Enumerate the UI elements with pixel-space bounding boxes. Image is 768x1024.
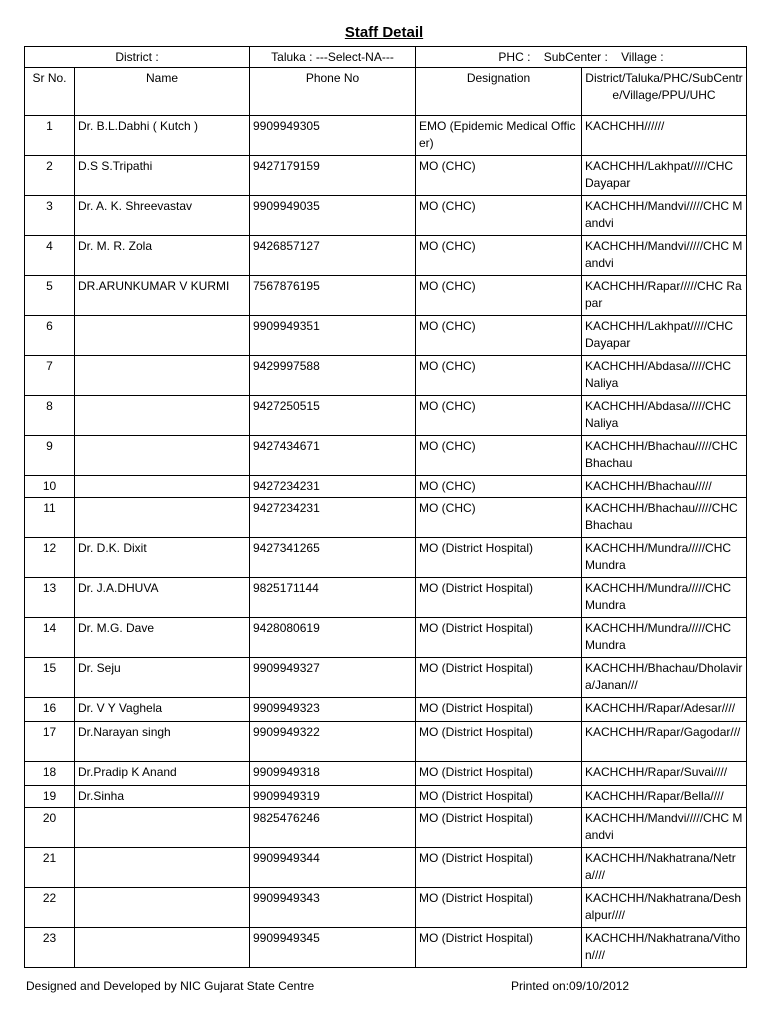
cell-phone: 9909949322 xyxy=(250,722,416,762)
cell-location: KACHCHH/Rapar/Gagodar/// xyxy=(582,722,747,762)
cell-sr: 2 xyxy=(25,156,75,196)
cell-sr: 7 xyxy=(25,356,75,396)
cell-name xyxy=(75,356,250,396)
cell-phone: 9909949351 xyxy=(250,316,416,356)
cell-sr: 13 xyxy=(25,578,75,618)
table-row xyxy=(25,156,747,196)
cell-name: Dr. M. R. Zola xyxy=(75,236,250,276)
cell-name: Dr.Pradip K Anand xyxy=(75,762,250,786)
cell-phone: 9909949305 xyxy=(250,116,416,156)
cell-phone: 9825171144 xyxy=(250,578,416,618)
col-header-location: District/Taluka/PHC/SubCentre/Village/PPU/UHC xyxy=(582,68,747,116)
cell-name xyxy=(75,476,250,498)
table-row xyxy=(25,116,747,156)
cell-designation: MO (CHC) xyxy=(416,476,582,498)
cell-designation: MO (CHC) xyxy=(416,316,582,356)
cell-location: KACHCHH/Nakhatrana/Vithon//// xyxy=(582,928,747,968)
cell-location: KACHCHH/Bhachau/Dholavira/Janan/// xyxy=(582,658,747,698)
table-row xyxy=(25,396,747,436)
table-row xyxy=(25,786,747,808)
cell-designation: MO (District Hospital) xyxy=(416,786,582,808)
cell-phone: 9427250515 xyxy=(250,396,416,436)
cell-name xyxy=(75,396,250,436)
cell-designation: MO (District Hospital) xyxy=(416,578,582,618)
cell-location: KACHCHH/Bhachau///// xyxy=(582,476,747,498)
cell-designation: MO (District Hospital) xyxy=(416,888,582,928)
cell-phone: 9427234231 xyxy=(250,498,416,538)
table-row xyxy=(25,436,747,476)
cell-name xyxy=(75,498,250,538)
cell-designation: MO (District Hospital) xyxy=(416,658,582,698)
cell-location: KACHCHH/Rapar/Bella//// xyxy=(582,786,747,808)
table-row xyxy=(25,578,747,618)
cell-name: Dr. Seju xyxy=(75,658,250,698)
cell-location: KACHCHH/Bhachau/////CHC Bhachau xyxy=(582,498,747,538)
cell-sr: 23 xyxy=(25,928,75,968)
cell-designation: MO (CHC) xyxy=(416,436,582,476)
cell-sr: 11 xyxy=(25,498,75,538)
cell-name: Dr. J.A.DHUVA xyxy=(75,578,250,618)
cell-phone: 9427234231 xyxy=(250,476,416,498)
cell-location: KACHCHH/Abdasa/////CHC Naliya xyxy=(582,396,747,436)
cell-location: KACHCHH/Rapar/////CHC Rapar xyxy=(582,276,747,316)
cell-location: KACHCHH/Bhachau/////CHC Bhachau xyxy=(582,436,747,476)
district-filter: District : xyxy=(25,47,250,68)
table-row xyxy=(25,196,747,236)
cell-phone: 9427179159 xyxy=(250,156,416,196)
cell-location: KACHCHH/Lakhpat/////CHC Dayapar xyxy=(582,316,747,356)
cell-designation: MO (District Hospital) xyxy=(416,848,582,888)
cell-phone: 7567876195 xyxy=(250,276,416,316)
table-row xyxy=(25,476,747,498)
cell-designation: MO (CHC) xyxy=(416,236,582,276)
cell-name: D.S S.Tripathi xyxy=(75,156,250,196)
cell-sr: 6 xyxy=(25,316,75,356)
cell-designation: MO (District Hospital) xyxy=(416,538,582,578)
cell-designation: MO (CHC) xyxy=(416,196,582,236)
cell-location: KACHCHH/Rapar/Adesar//// xyxy=(582,698,747,722)
cell-name xyxy=(75,848,250,888)
staff-table xyxy=(24,46,747,968)
table-row xyxy=(25,928,747,968)
cell-designation: MO (District Hospital) xyxy=(416,698,582,722)
col-header-name: Name xyxy=(75,68,250,116)
table-row xyxy=(25,316,747,356)
cell-location: KACHCHH/Rapar/Suvai//// xyxy=(582,762,747,786)
cell-sr: 3 xyxy=(25,196,75,236)
cell-name xyxy=(75,316,250,356)
cell-location: KACHCHH/Lakhpat/////CHC Dayapar xyxy=(582,156,747,196)
cell-sr: 20 xyxy=(25,808,75,848)
cell-designation: EMO (Epidemic Medical Officer) xyxy=(416,116,582,156)
phc-subcenter-village-filter: PHC : SubCenter : Village : xyxy=(416,47,747,68)
cell-phone: 9909949343 xyxy=(250,888,416,928)
table-row xyxy=(25,888,747,928)
cell-name xyxy=(75,888,250,928)
cell-designation: MO (CHC) xyxy=(416,156,582,196)
cell-name xyxy=(75,436,250,476)
cell-designation: MO (CHC) xyxy=(416,356,582,396)
cell-phone: 9429997588 xyxy=(250,356,416,396)
cell-sr: 9 xyxy=(25,436,75,476)
cell-phone: 9428080619 xyxy=(250,618,416,658)
cell-name: Dr. B.L.Dabhi ( Kutch ) xyxy=(75,116,250,156)
column-header-row xyxy=(25,68,747,116)
cell-phone: 9427434671 xyxy=(250,436,416,476)
cell-phone: 9909949319 xyxy=(250,786,416,808)
cell-name: Dr.Sinha xyxy=(75,786,250,808)
cell-sr: 10 xyxy=(25,476,75,498)
cell-location: KACHCHH/Mandvi/////CHC Mandvi xyxy=(582,808,747,848)
staff-rows xyxy=(25,116,747,968)
cell-designation: MO (CHC) xyxy=(416,396,582,436)
cell-name xyxy=(75,808,250,848)
cell-sr: 5 xyxy=(25,276,75,316)
table-row xyxy=(25,658,747,698)
cell-phone: 9909949035 xyxy=(250,196,416,236)
table-row xyxy=(25,698,747,722)
cell-phone: 9909949327 xyxy=(250,658,416,698)
cell-location: KACHCHH/Mandvi/////CHC Mandvi xyxy=(582,196,747,236)
cell-name: Dr. V Y Vaghela xyxy=(75,698,250,722)
table-row xyxy=(25,618,747,658)
cell-name: Dr. A. K. Shreevastav xyxy=(75,196,250,236)
cell-name: Dr. D.K. Dixit xyxy=(75,538,250,578)
cell-sr: 8 xyxy=(25,396,75,436)
col-header-sr: Sr No. xyxy=(25,68,75,116)
cell-name xyxy=(75,928,250,968)
cell-phone: 9909949318 xyxy=(250,762,416,786)
cell-designation: MO (District Hospital) xyxy=(416,808,582,848)
cell-designation: MO (District Hospital) xyxy=(416,928,582,968)
cell-sr: 17 xyxy=(25,722,75,762)
cell-name: Dr.Narayan singh xyxy=(75,722,250,762)
cell-name: Dr. M.G. Dave xyxy=(75,618,250,658)
cell-sr: 21 xyxy=(25,848,75,888)
table-row xyxy=(25,762,747,786)
cell-location: KACHCHH/Mundra/////CHC Mundra xyxy=(582,578,747,618)
cell-location: KACHCHH/Nakhatrana/Netra//// xyxy=(582,848,747,888)
cell-location: KACHCHH/Mandvi/////CHC Mandvi xyxy=(582,236,747,276)
cell-sr: 19 xyxy=(25,786,75,808)
footer-credit: Designed and Developed by NIC Gujarat State Centre xyxy=(26,979,315,993)
cell-sr: 4 xyxy=(25,236,75,276)
cell-location: KACHCHH/Abdasa/////CHC Naliya xyxy=(582,356,747,396)
table-row xyxy=(25,808,747,848)
col-header-designation: Designation xyxy=(416,68,582,116)
cell-location: KACHCHH/Mundra/////CHC Mundra xyxy=(582,618,747,658)
cell-sr: 15 xyxy=(25,658,75,698)
cell-designation: MO (CHC) xyxy=(416,498,582,538)
cell-phone: 9825476246 xyxy=(250,808,416,848)
table-row xyxy=(25,538,747,578)
cell-designation: MO (CHC) xyxy=(416,276,582,316)
page-title-text: Staff Detail xyxy=(344,24,424,41)
taluka-filter: Taluka : ---Select-NA--- xyxy=(250,47,416,68)
cell-location: KACHCHH/Nakhatrana/Deshalpur//// xyxy=(582,888,747,928)
cell-sr: 18 xyxy=(25,762,75,786)
table-row xyxy=(25,498,747,538)
cell-sr: 14 xyxy=(25,618,75,658)
table-row xyxy=(25,276,747,316)
cell-designation: MO (District Hospital) xyxy=(416,722,582,762)
table-row xyxy=(25,236,747,276)
cell-sr: 12 xyxy=(25,538,75,578)
cell-name: DR.ARUNKUMAR V KURMI xyxy=(75,276,250,316)
table-row xyxy=(25,356,747,396)
page-title xyxy=(0,24,768,41)
cell-sr: 1 xyxy=(25,116,75,156)
table-row xyxy=(25,722,747,762)
cell-phone: 9909949323 xyxy=(250,698,416,722)
footer-printed-date: Printed on:09/10/2012 xyxy=(511,979,630,993)
cell-designation: MO (District Hospital) xyxy=(416,618,582,658)
cell-location: KACHCHH/Mundra/////CHC Mundra xyxy=(582,538,747,578)
cell-phone: 9427341265 xyxy=(250,538,416,578)
cell-phone: 9909949345 xyxy=(250,928,416,968)
cell-sr: 22 xyxy=(25,888,75,928)
filter-row xyxy=(25,47,747,68)
cell-designation: MO (District Hospital) xyxy=(416,762,582,786)
table-row xyxy=(25,848,747,888)
cell-location: KACHCHH////// xyxy=(582,116,747,156)
col-header-phone: Phone No xyxy=(250,68,416,116)
cell-phone: 9426857127 xyxy=(250,236,416,276)
cell-sr: 16 xyxy=(25,698,75,722)
cell-phone: 9909949344 xyxy=(250,848,416,888)
